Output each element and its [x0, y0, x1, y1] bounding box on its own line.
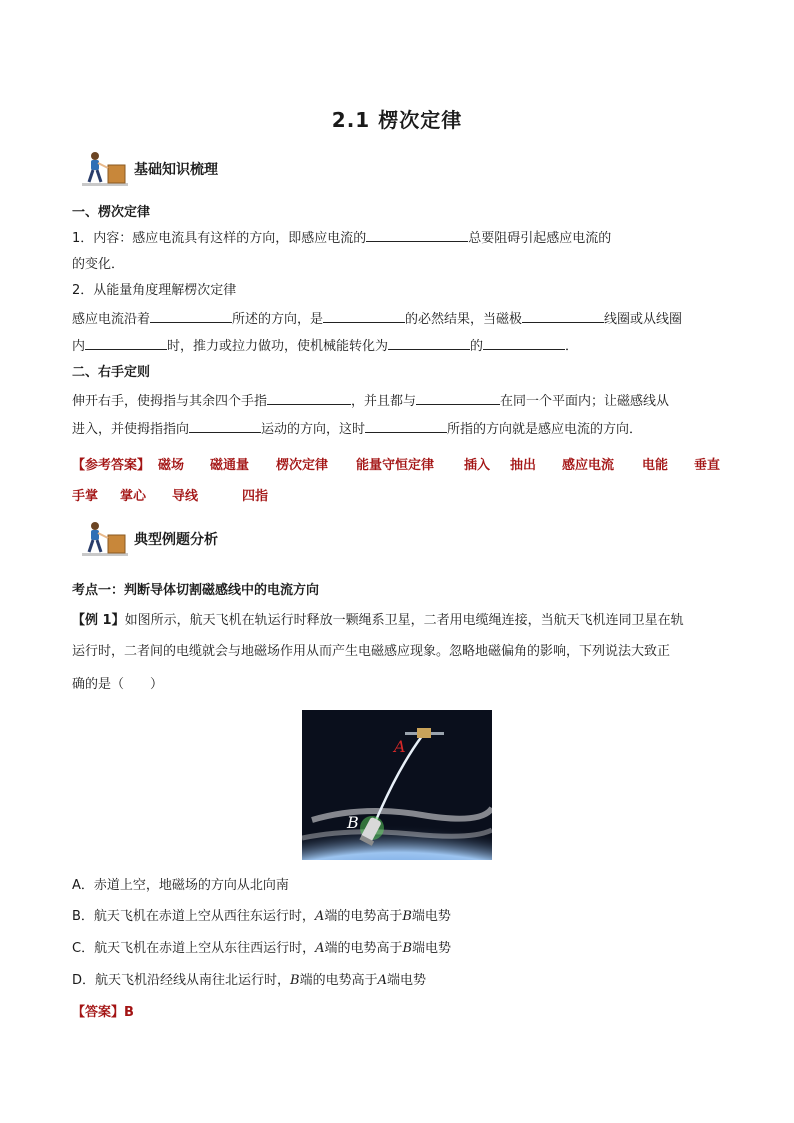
tethered-satellite-image: [302, 710, 492, 860]
text-fragment: 所述的方向，是: [232, 312, 324, 327]
lenz-content-line2: 的变化．: [72, 257, 125, 272]
answer-line: [72, 1004, 724, 1022]
text-fragment: 感应电流沿着: [72, 312, 151, 327]
answer-item: 楞次定律: [276, 458, 329, 473]
student-pushing-box-icon: [80, 520, 130, 558]
text-fragment: 在同一个平面内；让磁感线从: [500, 394, 670, 409]
fill-blank: [85, 337, 167, 350]
fill-blank: [483, 337, 565, 350]
fill-blank: [267, 392, 351, 405]
text-fragment: 端的电势高于: [324, 941, 403, 956]
option-b: [72, 908, 724, 926]
text-fragment: C．航天飞机在赤道上空从东往西运行时，: [72, 941, 316, 956]
text-fragment: 端的电势高于: [324, 909, 403, 924]
text-fragment: ．: [565, 339, 579, 354]
example-tag: 【例 1】: [72, 613, 125, 628]
text-fragment: 如图所示，航天飞机在轨运行时释放一颗绳系卫星，二者用电缆绳连接，当航天飞机连同卫星在轨: [124, 613, 684, 628]
text-fragment: 端的电势高于: [299, 973, 378, 988]
answer-item: 感应电流: [562, 458, 615, 473]
right-hand-heading: 二、右手定则: [72, 365, 151, 380]
example-text-line1: [72, 612, 724, 630]
variable: B: [290, 973, 300, 988]
lenz-energy-line1: [72, 310, 724, 329]
answer-item: 能量守恒定律: [356, 458, 435, 473]
text-fragment: ，并且都与: [351, 394, 417, 409]
section-label: 典型例题分析: [134, 532, 218, 548]
lenz-content-line1: [72, 229, 724, 248]
lenz-energy-line2: [72, 337, 724, 356]
text-fragment: 时，推力或拉力做功，使机械能转化为: [167, 339, 389, 354]
page-title: 2.1 楞次定律: [331, 108, 463, 132]
text-fragment: B．航天飞机在赤道上空从西往东运行时，: [72, 909, 315, 924]
fill-blank: [416, 392, 500, 405]
fill-blank: [365, 420, 447, 433]
example-text-line3: 确的是（ ）: [72, 677, 164, 692]
variable: A: [314, 909, 325, 924]
option-a: A．赤道上空，地磁场的方向从北向南: [72, 878, 289, 893]
text-fragment: 运动的方向，这时: [261, 422, 366, 437]
student-pushing-box-icon: [80, 150, 130, 188]
answer-value: B: [124, 1005, 134, 1020]
fill-blank: [189, 420, 261, 433]
variable: B: [402, 941, 413, 956]
text-fragment: 内: [72, 339, 86, 354]
option-c: [72, 940, 724, 958]
text-fragment: 线圈或从线圈: [604, 312, 683, 327]
variable: B: [402, 909, 412, 924]
fill-blank: [388, 337, 470, 350]
text-fragment: 1．内容：感应电流具有这样的方向，即感应电流的: [72, 231, 367, 246]
answer-item: 四指: [242, 489, 269, 504]
text-fragment: 端电势: [411, 909, 451, 924]
label-b: B: [347, 813, 359, 832]
answer-item: 电能: [642, 458, 669, 473]
kaodian-heading: 考点一：判断导体切割磁感线中的电流方向: [72, 583, 320, 598]
variable: A: [377, 973, 387, 988]
text-fragment: 端电势: [412, 941, 452, 956]
text-fragment: 的: [470, 339, 484, 354]
section-heading-examples: [80, 520, 340, 560]
lenz-energy-heading: 2．从能量角度理解楞次定律: [72, 283, 237, 298]
text-fragment: D．航天飞机沿经线从南往北运行时，: [72, 973, 291, 988]
fill-blank: [150, 310, 232, 323]
example-text-line2: 运行时，二者间的电缆就会与地磁场作用从而产生电磁感应现象。忽略地磁偏角的影响，下列说法大致正: [72, 644, 671, 659]
fill-blank: [366, 229, 468, 242]
reference-answers-line1: [72, 454, 724, 474]
fill-blank: [522, 310, 604, 323]
answer-item: 导线: [172, 489, 199, 504]
answer-item: 垂直: [694, 458, 721, 473]
text-fragment: 的必然结果，当磁极: [405, 312, 523, 327]
answer-item: 手掌: [72, 489, 99, 504]
answer-item: 掌心: [120, 489, 147, 504]
fill-blank: [323, 310, 405, 323]
reference-answers-line2: [72, 485, 724, 505]
lenz-heading: 一、楞次定律: [72, 205, 151, 220]
variable: A: [315, 941, 325, 956]
label-a: A: [394, 737, 406, 756]
answer-item: 磁场: [158, 458, 185, 473]
text-fragment: 总要阻碍引起感应电流的: [468, 231, 612, 246]
right-hand-line2: [72, 420, 724, 439]
text-fragment: 端电势: [386, 973, 426, 988]
answer-item: 插入: [464, 458, 491, 473]
answer-item: 磁通量: [210, 458, 250, 473]
right-hand-line1: [72, 392, 724, 411]
text-fragment: 伸开右手，使拇指与其余四个手指: [72, 394, 268, 409]
section-label: 基础知识梳理: [134, 162, 218, 178]
reference-answers-label: 【参考答案】: [72, 458, 151, 473]
section-heading-basics: [80, 150, 340, 190]
text-fragment: 进入，并使拇指指向: [72, 422, 190, 437]
option-d: [72, 972, 724, 990]
answer-item: 抽出: [510, 458, 537, 473]
text-fragment: 所指的方向就是感应电流的方向．: [447, 422, 643, 437]
answer-label: 【答案】: [72, 1005, 125, 1020]
